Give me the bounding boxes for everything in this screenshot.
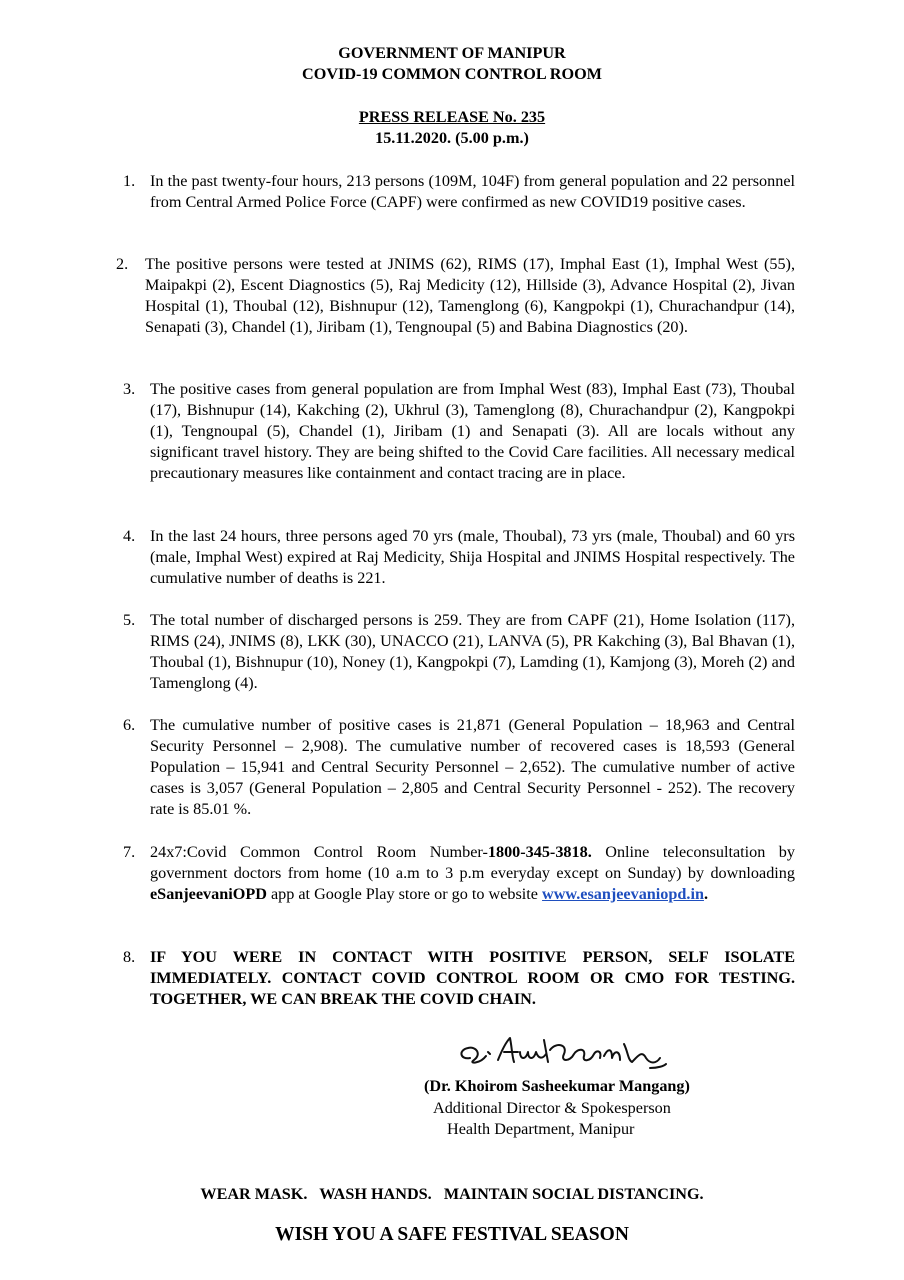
item-text: The cumulative number of positive cases is 21,871 (General Population – 18,963 and Central Security Personnel – 2,908). The cumulative number of recovered cases is 18,593 (General Population – 15,941 and Central Security Personnel – 2,652). The cumulative number of active cases is 3,057 (General Population – 2,805 and Central Security Personnel - 252). The recovery rate is 85.01 %.: [150, 716, 795, 818]
item-text: app at Google Play store or go to website: [266, 885, 543, 903]
item-number: 2.: [116, 255, 129, 273]
signatory-name: (Dr. Khoirom Sasheekumar Mangang): [424, 1077, 690, 1095]
list-item: [123, 379, 795, 484]
item-number: 5.: [123, 611, 136, 629]
control-room-title: COVID-19 COMMON CONTROL ROOM: [302, 65, 602, 83]
list-item-helpline: [123, 842, 795, 905]
item-text: The total number of discharged persons is 259. They are from CAPF (21), Home Isolation (117), RIMS (24), JNIMS (8), LKK (30), UNACCO (21), LANVA (5), PR Kakching (3), Bal Bhavan (1), Thoubal (1), Bishnupur (10), Noney (1), Kangpokpi (7), Lamding (1), Kamjong (3), Moreh (2) and Tamenglong (4).: [150, 611, 795, 692]
item-number: 1.: [123, 172, 136, 190]
app-name: eSanjeevaniOPD: [150, 885, 267, 903]
signatory-department: Health Department, Manipur: [447, 1120, 635, 1138]
item-number: 4.: [123, 527, 136, 545]
list-item: [123, 171, 795, 213]
release-datetime: 15.11.2020. (5.00 p.m.): [375, 129, 529, 147]
list-item: [123, 715, 795, 820]
festival-wish: WISH YOU A SAFE FESTIVAL SEASON: [275, 1224, 629, 1245]
item-text: 24x7:Covid Common Control Room Number-: [150, 843, 488, 861]
item-text: In the last 24 hours, three persons aged 70 yrs (male, Thoubal), 73 yrs (male, Thoubal) and 60 yrs (male, Imphal West) expired at Raj Medicity, Shija Hospital and JNIMS Hospital respectively. The cumulative number of deaths is 221.: [150, 527, 795, 587]
helpline-number: 1800-345-3818.: [487, 843, 592, 861]
list-item: [123, 610, 795, 694]
item-number: 3.: [123, 380, 136, 398]
item-text: In the past twenty-four hours, 213 persons (109M, 104F) from general population and 22 personnel from Central Armed Police Force (CAPF) were confirmed as new COVID19 positive cases.: [150, 172, 795, 211]
govt-title: GOVERNMENT OF MANIPUR: [338, 44, 566, 62]
list-item: [123, 526, 795, 589]
item-number: 7.: [123, 843, 136, 861]
signature-image: [452, 1030, 682, 1074]
item-text: The positive persons were tested at JNIMS (62), RIMS (17), Imphal East (1), Imphal West (55), Maipakpi (2), Escent Diagnostics (5), Raj Medicity (12), Hillside (3), Advance Hospital (2), Jivan Hospital (1), Thoubal (12), Bishnupur (12), Tamenglong (6), Kangpokpi (1), Churachandpur (14), Senapati (3), Chandel (1), Jiribam (1), Tengnoupal (5) and Babina Diagnostics (20).: [145, 255, 795, 336]
item-text: Online teleconsultation by government doctors from home (10 a.m to 3 p.m everyday except on Sunday) by downloading: [150, 843, 795, 882]
press-release-number: PRESS RELEASE No. 235: [358, 108, 546, 126]
advisory-text: IF YOU WERE IN CONTACT WITH POSITIVE PERSON, SELF ISOLATE IMMEDIATELY. CONTACT COVID CONTROL ROOM OR CMO FOR TESTING. TOGETHER, WE CAN BREAK THE COVID CHAIN.: [150, 948, 795, 1008]
item-text: The positive cases from general population are from Imphal West (83), Imphal East (73), Thoubal (17), Bishnupur (14), Kakching (2), Ukhrul (3), Tamenglong (8), Churachandpur (2), Kangpokpi (1), Tengnoupal (5), Chandel (1), Jiribam (1) and Senapati (3). All are locals without any significant travel history. They are being shifted to the Covid Care facilities. All necessary medical precautionary measures like containment and contact tracing are in place.: [150, 380, 795, 482]
item-number: 8.: [123, 948, 136, 966]
item-end: .: [703, 885, 708, 903]
signatory-designation: Additional Director & Spokesperson: [433, 1099, 671, 1117]
list-item-advisory: [123, 947, 795, 1010]
safety-slogan: WEAR MASK. WASH HANDS. MAINTAIN SOCIAL DISTANCING.: [200, 1185, 704, 1203]
list-item: [116, 254, 795, 338]
website-link[interactable]: www.esanjeevaniopd.in: [542, 885, 704, 903]
signature-icon: [452, 1030, 682, 1074]
item-number: 6.: [123, 716, 136, 734]
